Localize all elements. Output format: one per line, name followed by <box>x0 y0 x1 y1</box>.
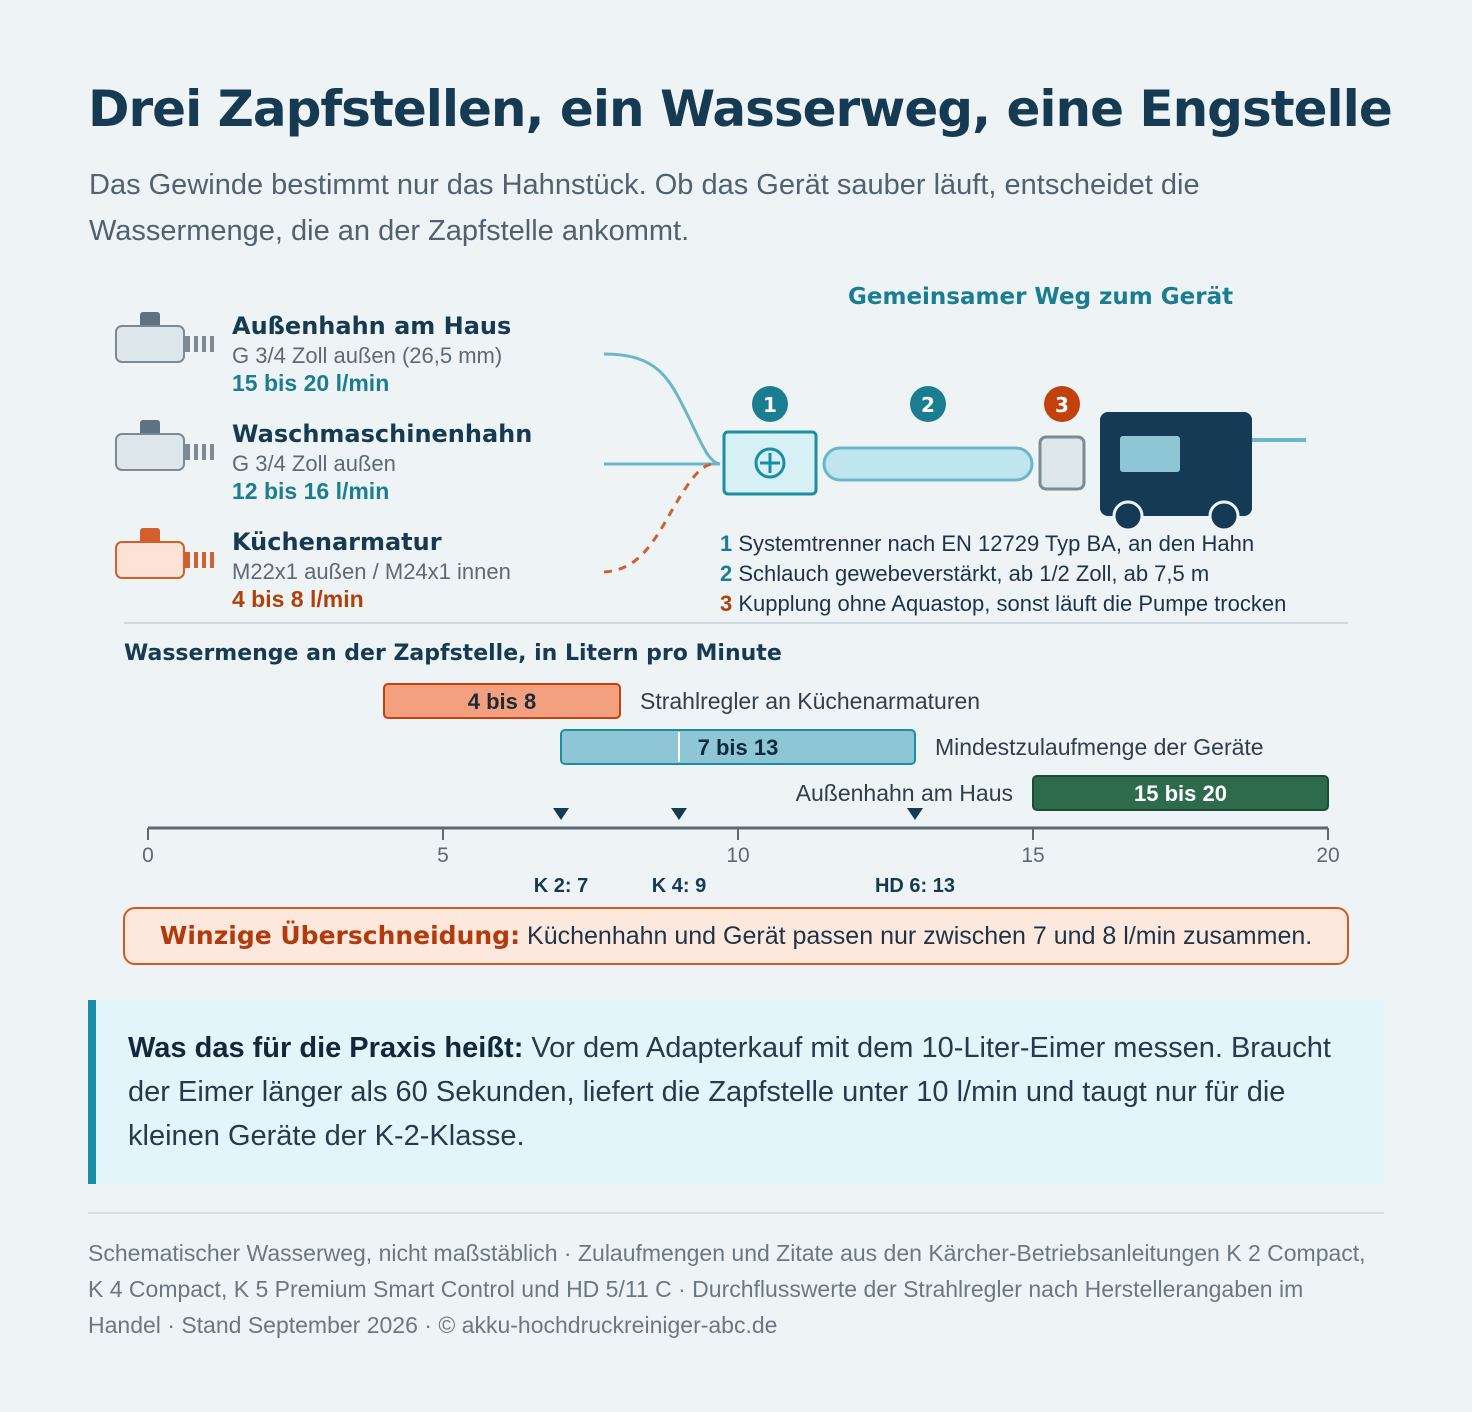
tap-spec: M22x1 außen / M24x1 innen <box>232 559 511 584</box>
outdoor-tap-icon <box>114 310 224 370</box>
model-marker-label: K 4: 9 <box>651 875 707 897</box>
range-name: Außenhahn am Haus <box>795 780 1013 806</box>
x-tick-label: 10 <box>726 844 750 867</box>
x-tick-label: 0 <box>142 844 154 867</box>
path-legend-2: 2 Schlauch gewebeverstärkt, ab 1/2 Zoll, ab 7,5 m <box>720 561 1210 586</box>
chart-title: Wassermenge an der Zapfstelle, in Litern pro Minute <box>124 641 782 666</box>
tap-name: Außenhahn am Haus <box>232 312 512 340</box>
path-legend-1: 1 Systemtrenner nach EN 12729 Typ BA, an den Hahn <box>720 531 1255 556</box>
model-marker <box>553 808 569 820</box>
path-title: Gemeinsamer Weg zum Gerät <box>848 284 1234 310</box>
tap-flow: 15 bis 20 l/min <box>232 370 390 396</box>
tap-name: Waschmaschinenhahn <box>232 420 533 448</box>
practice-text: Was das für die Praxis heißt: Vor dem Adapterkauf mit dem 10-Liter-Eimer messen. Braucht der Eimer länger als 60 Sekunden, liefert die Zapfstelle unter 10 l/min und taugt nur für die kleinen Geräte der K-2-Klasse. <box>128 1032 1331 1152</box>
tap-name: Küchenarmatur <box>232 528 442 556</box>
pipe-kitchen <box>604 464 712 572</box>
model-marker-label: K 2: 7 <box>533 875 589 897</box>
kitchen-faucet-icon <box>114 526 224 586</box>
x-tick-label: 20 <box>1316 844 1340 867</box>
flow-rate-chart <box>0 670 1472 900</box>
range-name: Mindestzulaufmenge der Geräte <box>935 734 1264 760</box>
practice-box <box>88 1000 1384 1184</box>
range-bar-label: 4 bis 8 <box>467 689 537 714</box>
footer-divider <box>88 1212 1384 1214</box>
range-name: Strahlregler an Küchenarmaturen <box>640 688 981 714</box>
coupling-icon <box>1040 437 1084 489</box>
step-number-1: 1 <box>763 393 777 417</box>
tap-flow: 4 bis 8 l/min <box>232 586 364 612</box>
range-bar-label: 15 bis 20 <box>1134 781 1227 806</box>
pipe-outdoor <box>604 354 720 464</box>
model-marker <box>907 808 923 820</box>
washing-machine-tap-icon <box>114 418 224 478</box>
step-number-3: 3 <box>1055 393 1069 417</box>
path-legend-3: 3 Kupplung ohne Aquastop, sonst läuft die Pumpe trocken <box>720 591 1287 616</box>
footer-text: Schematischer Wasserweg, nicht maßstäblich · Zulaufmengen und Zitate aus den Kärcher-Betriebsanleitungen K 2 Compact, K 4 Compact, K 5 Premium Smart Control und HD 5/11 C · Durchflusswerte der Strahlregler nach Herstellerangaben im Handel · Stand September 2026 · © akku-hochdruckreiniger-abc.de <box>88 1240 1366 1338</box>
tap-spec: G 3/4 Zoll außen <box>232 451 396 476</box>
overlap-note: Winzige Überschneidung: Küchenhahn und Gerät passen nur zwischen 7 und 8 l/min zusammen. <box>123 907 1349 965</box>
model-marker-label: HD 6: 13 <box>874 875 956 897</box>
model-marker <box>671 808 687 820</box>
range-bar-label: 7 bis 13 <box>697 735 779 760</box>
hose-icon <box>824 448 1032 480</box>
x-tick-label: 5 <box>437 844 449 867</box>
x-tick-label: 15 <box>1021 844 1045 867</box>
page-title: Drei Zapfstellen, ein Wasserweg, eine Engstelle <box>88 80 1392 138</box>
divider <box>124 622 1348 624</box>
page-subtitle: Das Gewinde bestimmt nur das Hahnstück. Ob das Gerät sauber läuft, entscheidet die Wassermenge, die an der Zapfstelle ankommt. <box>89 169 1200 247</box>
step-number-2: 2 <box>921 393 935 417</box>
tap-flow: 12 bis 16 l/min <box>232 478 390 504</box>
tap-spec: G 3/4 Zoll außen (26,5 mm) <box>232 343 503 368</box>
